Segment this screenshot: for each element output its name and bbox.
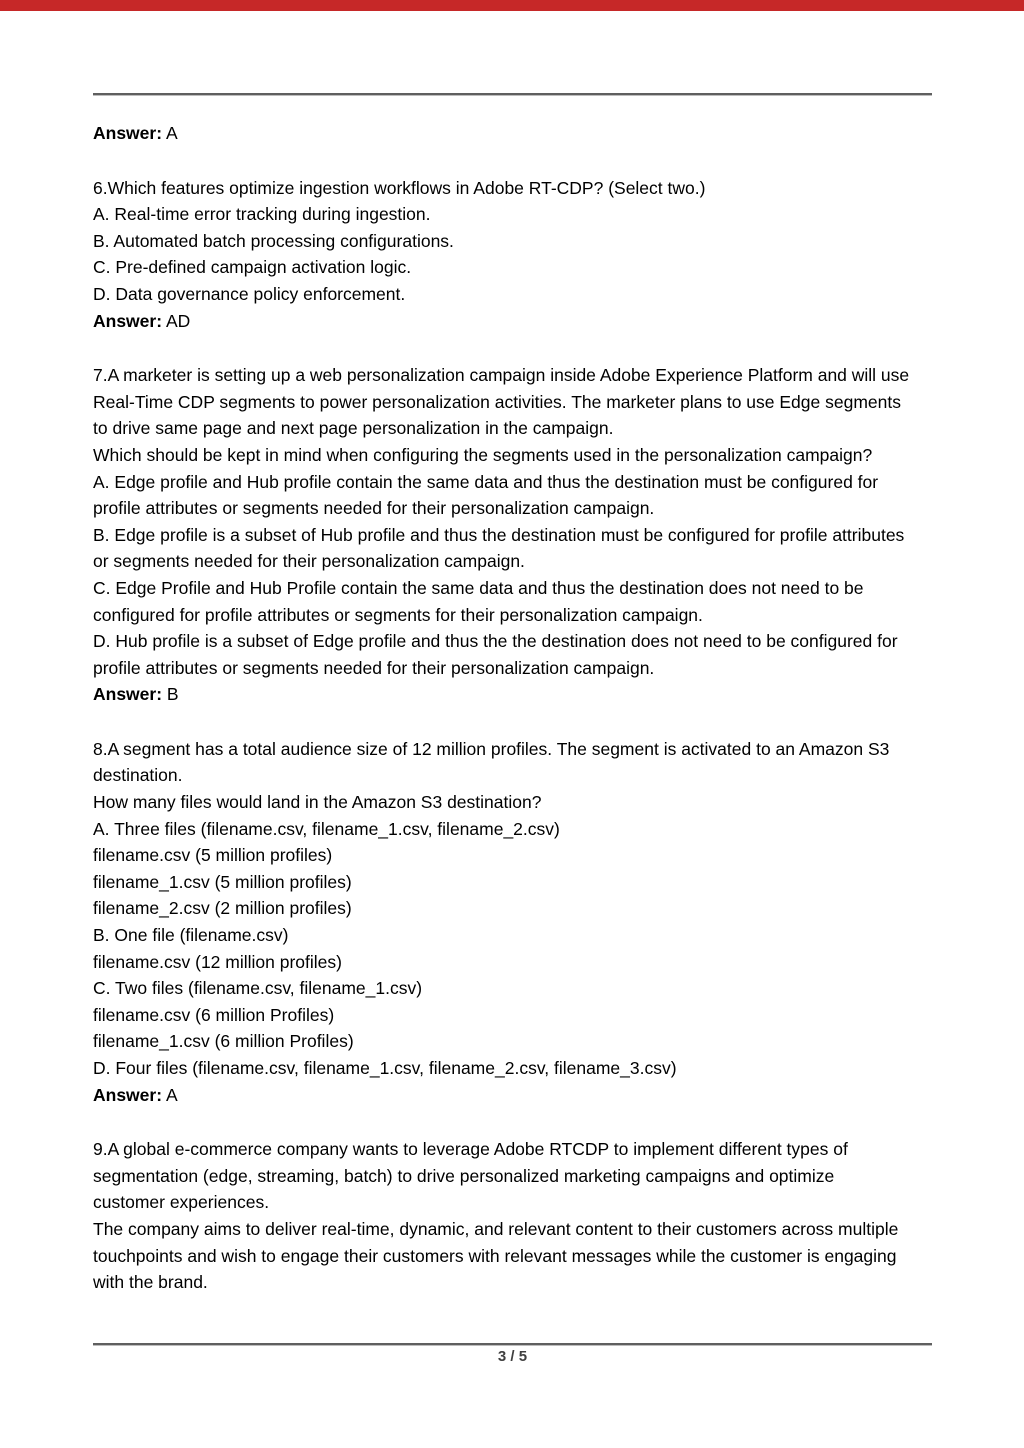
q7-option-c-2: configured for profile attributes or segments for their personalization campaign. [93,604,703,625]
question-7-block [93,362,963,708]
q7-option-b-1: B. Edge profile is a subset of Hub profile and thus the destination must be configured for profile attributes [93,524,905,545]
q8-option-a-file-3: filename_2.csv (2 million profiles) [93,898,352,919]
footer-rule [93,1343,932,1346]
answer-label: Answer: [93,310,163,331]
question-9-text-1: 9.A global e-commerce company wants to leverage Adobe RTCDP to implement different types of [93,1139,848,1160]
q8-option-c-file-2: filename_1.csv (6 million Profiles) [93,1031,354,1052]
q6-option-d: D. Data governance policy enforcement. [93,283,406,304]
question-7-prompt: Which should be kept in mind when configuring the segments used in the personalization campaign? [93,444,873,465]
answer-value: B [162,684,179,705]
answer-value: A [162,123,178,143]
answer-label: Answer: [93,1084,163,1105]
q8-option-d: D. Four files (filename.csv, filename_1.csv, filename_2.csv, filename_3.csv) [93,1058,677,1078]
answer-line-q5 [93,120,963,147]
question-8-text-2: destination. [93,765,183,786]
question-6-text: 6.Which features optimize ingestion workflows in Adobe RT-CDP? (Select two.) [93,177,706,198]
q8-option-a: A. Three files (filename.csv, filename_1.csv, filename_2.csv) [93,818,560,839]
question-7-text-3: to drive same page and next page personalization in the campaign. [93,418,614,439]
question-8-prompt: How many files would land in the Amazon S3 destination? [93,792,542,813]
q7-option-a-2: profile attributes or segments needed for their personalization campaign. [93,498,655,519]
q8-option-a-file-2: filename_1.csv (5 million profiles) [93,871,352,892]
q8-option-b: B. One file (filename.csv) [93,925,289,946]
question-7-text-2: Real-Time CDP segments to power personalization activities. The marketer plans to use Edge segments [93,391,901,412]
q7-option-d-2: profile attributes or segments needed for their personalization campaign. [93,657,655,678]
q7-option-d-1: D. Hub profile is a subset of Edge profile and thus the the destination does not need to be configured for [93,631,898,652]
q8-option-a-file-1: filename.csv (5 million profiles) [93,845,333,866]
answer-value: AD [162,310,191,331]
question-9-text-3: customer experiences. [93,1192,270,1213]
q7-option-a-1: A. Edge profile and Hub profile contain the same data and thus the destination must be configured for [93,471,879,492]
q6-option-a: A. Real-time error tracking during ingestion. [93,204,431,225]
question-9-text-5: touchpoints and wish to engage their customers with relevant messages while the customer is engaging [93,1245,897,1266]
answer-line-q6 [93,308,963,335]
answer-label: Answer: [93,123,163,143]
answer-line-q8 [93,1082,963,1109]
answer-line-q7 [93,681,963,708]
q8-option-c-file-1: filename.csv (6 million Profiles) [93,1004,335,1025]
q7-option-b-2: or segments needed for their personalization campaign. [93,551,525,572]
question-9-text-4: The company aims to deliver real-time, dynamic, and relevant content to their customers across multiple [93,1218,899,1239]
q8-option-c: C. Two files (filename.csv, filename_1.csv) [93,978,423,999]
page-number-indicator: 3 / 5 [497,1348,528,1365]
question-8-text-1: 8.A segment has a total audience size of 12 million profiles. The segment is activated to an Amazon S3 [93,738,890,759]
answer-value: A [162,1084,178,1105]
document-body [93,120,963,1296]
question-8-block [93,736,963,1108]
answer-label: Answer: [93,684,163,705]
question-9-text-6: with the brand. [93,1272,208,1293]
question-6-block [93,175,963,335]
header-rule [93,93,932,96]
question-9-text-2: segmentation (edge, streaming, batch) to drive personalized marketing campaigns and optimize [93,1165,835,1186]
answer-block-q5 [93,120,963,147]
page-top-red-strip [0,0,1024,11]
question-7-text-1: 7.A marketer is setting up a web personalization campaign inside Adobe Experience Platform and will use [93,365,910,386]
q6-option-b: B. Automated batch processing configurations. [93,230,454,251]
q7-option-c-1: C. Edge Profile and Hub Profile contain the same data and thus the destination does not need to be [93,577,864,598]
q6-option-c: C. Pre-defined campaign activation logic. [93,257,412,278]
q8-option-b-file-1: filename.csv (12 million profiles) [93,951,342,972]
question-9-block [93,1136,963,1296]
